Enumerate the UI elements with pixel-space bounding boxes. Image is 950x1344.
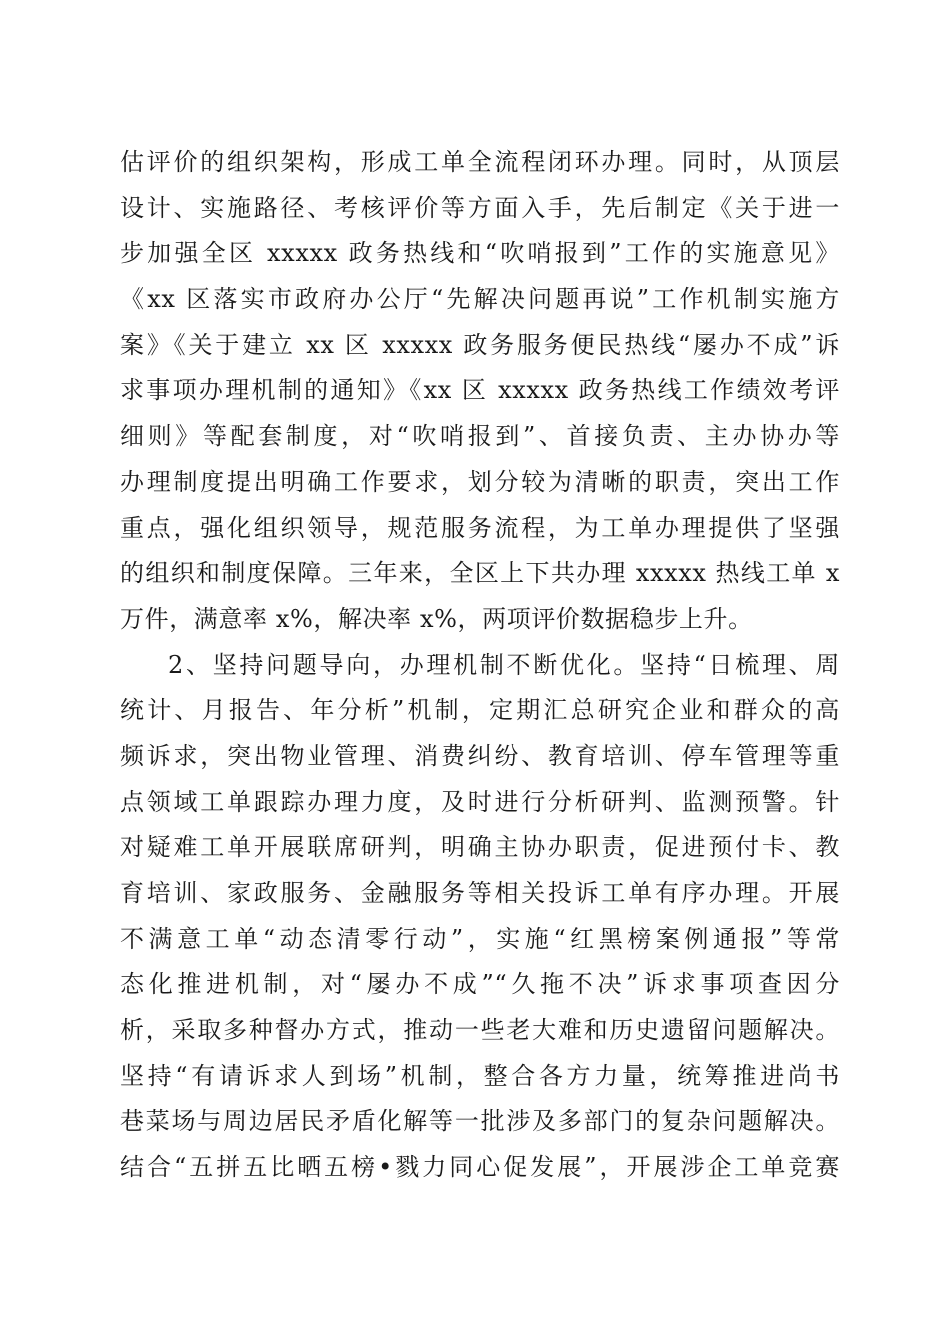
text-line-22: 巷菜场与周边居民矛盾化解等一批涉及多部门的复杂问题解决。 [120,1107,840,1136]
text-line-18: 不满意工单“动态清零行动”，实施“红黑榜案例通报”等常 [120,924,840,953]
text-line-3: 步加强全区 xxxxx 政务热线和“吹哨报到”工作的实施意见》 [120,239,840,268]
text-line-5: 案》《关于建立 xx 区 xxxxx 政务服务便民热线“屡办不成”诉 [120,330,840,359]
text-line-16: 对疑难工单开展联席研判，明确主协办职责，促进预付卡、教 [120,833,840,862]
text-line-6: 求事项办理机制的通知》《xx 区 xxxxx 政务热线工作绩效考评 [120,376,840,405]
text-line-21: 坚持“有请诉求人到场”机制，整合各方力量，统筹推进尚书 [120,1061,840,1090]
text-line-20: 析，采取多种督办方式，推动一些老大难和历史遗留问题解决。 [120,1016,840,1045]
text-line-23: 结合“五拼五比晒五榜•戮力同心促发展”，开展涉企工单竞赛 [120,1153,840,1182]
body-text [120,140,840,1191]
text-line-13: 统计、月报告、年分析”机制，定期汇总研究企业和群众的高 [120,696,840,725]
text-line-14: 频诉求，突出物业管理、消费纠纷、教育培训、停车管理等重 [120,741,840,770]
text-line-2: 设计、实施路径、考核评价等方面入手，先后制定《关于进一 [120,193,840,222]
text-line-15: 点领域工单跟踪办理力度，及时进行分析研判、监测预警。针 [120,787,840,816]
text-line-12: 2、坚持问题导向，办理机制不断优化。坚持“日梳理、周 [168,650,840,679]
text-line-1: 估评价的组织架构，形成工单全流程闭环办理。同时，从顶层 [120,148,840,176]
text-line-8: 办理制度提出明确工作要求，划分较为清晰的职责，突出工作 [120,467,840,496]
text-line-19: 态化推进机制，对“屡办不成”“久拖不决”诉求事项查因分 [120,970,840,999]
text-line-17: 育培训、家政服务、金融服务等相关投诉工单有序办理。开展 [120,879,840,907]
text-line-4: 《xx 区落实市政府办公厅“先解决问题再说”工作机制实施方 [120,285,840,314]
text-line-10: 的组织和制度保障。三年来，全区上下共办理 xxxxx 热线工单 x [120,559,840,588]
text-line-7: 细则》等配套制度，对“吹哨报到”、首接负责、主办协办等 [120,422,840,451]
text-line-11: 万件，满意率 x%，解决率 x%，两项评价数据稳步上升。 [120,604,753,633]
text-line-9: 重点，强化组织领导，规范服务流程，为工单办理提供了坚强 [120,513,840,542]
